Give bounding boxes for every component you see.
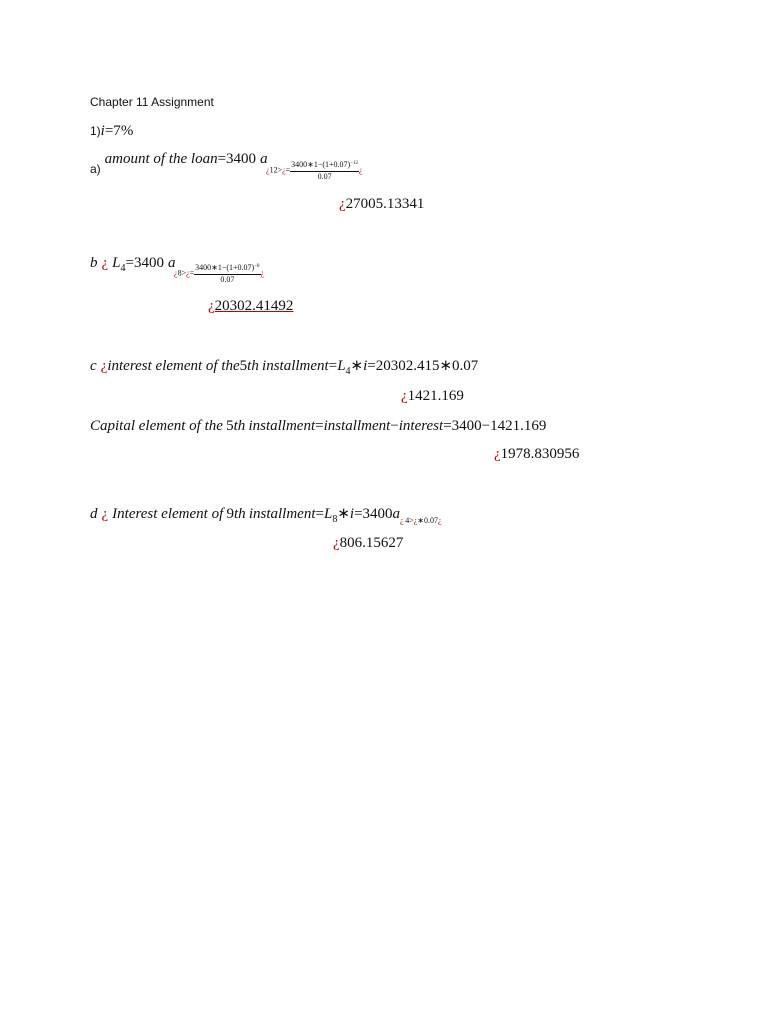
error-glyph: ¿ [333, 535, 340, 551]
fraction-numerator: 3400∗1−(1+0.07) [195, 263, 255, 272]
ordinal-suffix: th [247, 358, 259, 374]
error-glyph: ¿ [413, 516, 418, 525]
balance-symbol: L [337, 358, 346, 374]
equals-sign: = [315, 418, 324, 434]
term-n: 12 [269, 165, 278, 175]
error-glyph: ¿ [101, 255, 109, 271]
multiply-sign: ∗ [337, 506, 350, 522]
ordinal-suffix: th [233, 506, 246, 522]
part-a-formula [266, 160, 363, 181]
error-glyph: ¿ [400, 516, 404, 525]
error-glyph: ¿ [401, 388, 408, 404]
interest-equation-value: =3400 [354, 506, 393, 522]
interest-variable: i [100, 123, 105, 139]
interest-result: 1421.169 [407, 388, 464, 404]
annuity-symbol: a [392, 506, 401, 522]
question-1-line [90, 122, 133, 140]
error-glyph: ¿ [186, 268, 190, 278]
capital-element-label: Capital element of the [90, 418, 223, 434]
exponent: −12 [350, 161, 359, 166]
error-glyph: ¿ [266, 165, 270, 175]
percent-sign: % [120, 123, 134, 139]
term-n: 4 [405, 516, 410, 525]
interest-element-label: interest element of the [107, 358, 240, 374]
part-a-result [339, 196, 424, 213]
error-glyph: ¿ [208, 298, 215, 314]
balance-subscript: 4 [345, 366, 351, 377]
annuity-fraction [290, 160, 359, 181]
part-c-line [90, 356, 478, 375]
capital-result: 1978.830956 [500, 446, 580, 462]
interest-element-label: Interest element of [112, 506, 224, 522]
minus-sign: − [390, 418, 399, 434]
balance-subscript: 4 [120, 263, 126, 274]
part-c-interest-result [401, 388, 464, 405]
fraction-denominator: 0.07 [220, 275, 235, 284]
interest-calculation: =20302.415∗0.07 [367, 358, 479, 374]
balance-result: 20302.41492 [214, 298, 294, 314]
part-d-line [90, 504, 442, 523]
equals-sign: = [285, 165, 291, 175]
rate-factor: ∗0.07 [417, 516, 438, 525]
installment-word: installment [248, 506, 316, 522]
error-glyph: ¿ [101, 506, 109, 522]
loan-equation-value: =3400 [217, 151, 257, 167]
equals-sign: = [315, 506, 324, 522]
part-b-line [90, 254, 175, 272]
balance-symbol: L [323, 506, 333, 522]
interest-9th-result: 806.15627 [339, 535, 404, 551]
installment-number: 5 [239, 358, 248, 374]
angle-symbol: > [277, 165, 283, 175]
part-b-formula [174, 263, 264, 284]
part-d-label: d [90, 506, 98, 522]
part-c-label: c [90, 358, 97, 374]
ordinal-suffix: th [233, 418, 246, 434]
equals-sign: = [189, 268, 195, 278]
interest-variable: i [363, 358, 368, 374]
term-n: 8 [177, 268, 182, 278]
error-glyph: ¿ [100, 358, 108, 374]
fraction-denominator: 0.07 [317, 172, 332, 181]
error-glyph: ¿ [260, 268, 265, 278]
part-a-line [90, 150, 268, 176]
loan-amount-result: 27005.13341 [345, 196, 425, 212]
annuity-fraction [194, 263, 260, 284]
multiply-sign: ∗ [350, 358, 364, 374]
balance-subscript: 8 [332, 514, 338, 525]
installment-word: installment [248, 418, 316, 434]
loan-amount-label: amount of the loan [104, 151, 218, 167]
installment-word: installment [262, 358, 329, 374]
error-glyph: ¿ [174, 268, 178, 278]
question-1-label: 1) [90, 124, 101, 138]
capital-element-line [90, 417, 546, 435]
installment-number: 9 [226, 506, 234, 522]
error-glyph: ¿ [282, 165, 286, 175]
installment-word: installment [323, 418, 391, 434]
interest-variable: i [349, 506, 355, 522]
angle-symbol: > [181, 268, 187, 278]
installment-number: 5 [226, 418, 234, 434]
balance-symbol: L [112, 255, 121, 271]
annuity-symbol: a [260, 151, 268, 167]
equals-sign: = [328, 358, 338, 374]
error-glyph: ¿ [359, 165, 363, 175]
part-a-label: a) [90, 162, 101, 176]
interest-word: interest [398, 418, 444, 434]
error-glyph: ¿ [437, 516, 442, 525]
error-glyph: ¿ [494, 446, 501, 462]
angle-symbol: > [409, 516, 414, 525]
part-d-result [333, 535, 403, 552]
part-b-result [208, 298, 293, 315]
annuity-symbol: a [167, 255, 176, 271]
interest-rate-value: =7 [104, 123, 121, 139]
exponent: −8 [254, 264, 260, 269]
error-glyph: ¿ [339, 196, 346, 212]
balance-equation-value: =3400 [125, 255, 164, 271]
page-title: Chapter 11 Assignment [90, 95, 214, 109]
part-b-label: b [90, 255, 98, 271]
fraction-numerator: 3400∗1−(1+0.07) [291, 160, 351, 169]
capital-calculation: =3400−1421.169 [443, 418, 547, 434]
part-d-formula [400, 516, 442, 525]
part-c-capital-result [494, 446, 579, 463]
